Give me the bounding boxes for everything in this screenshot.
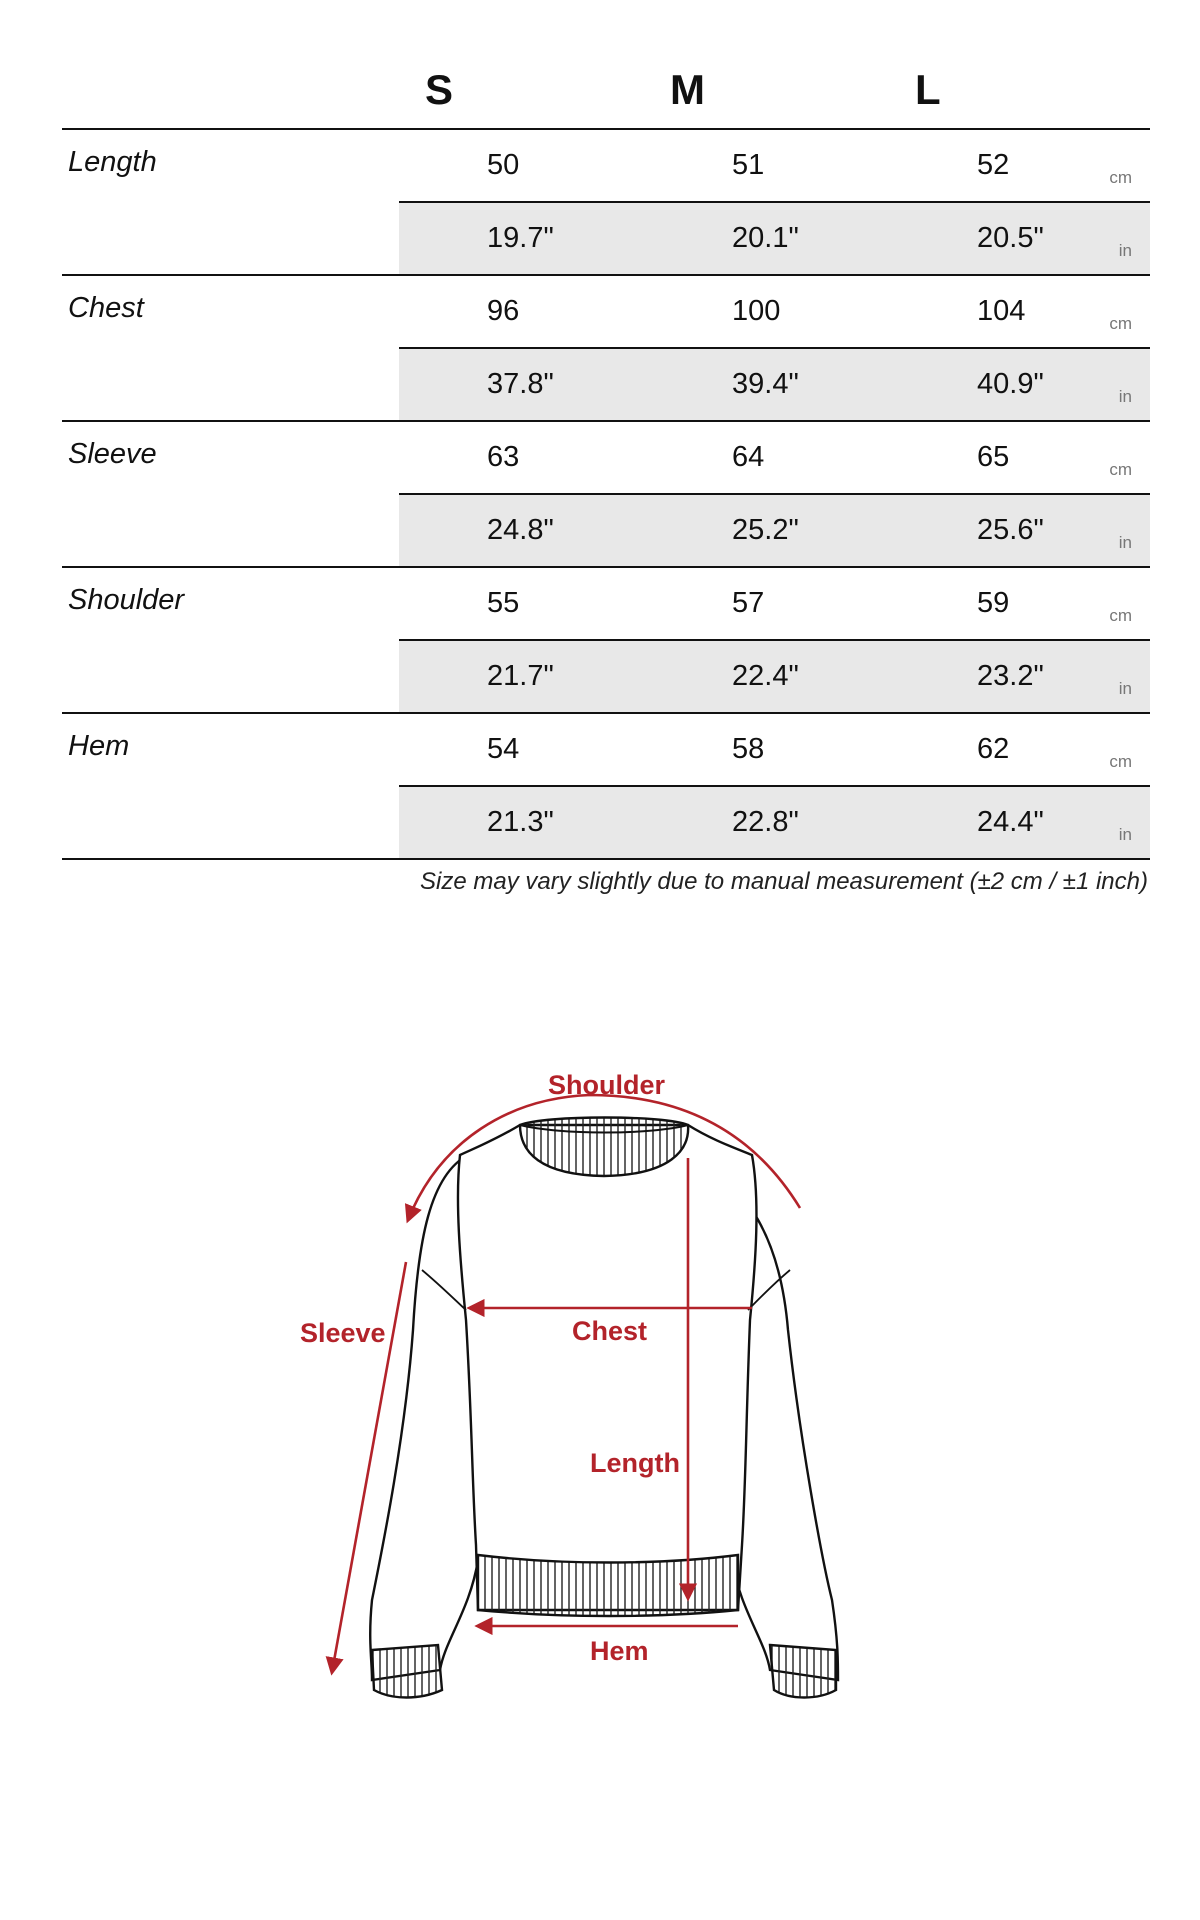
size-header-row <box>62 60 1150 130</box>
cell-value: 58 <box>732 733 765 765</box>
measure-group-hem <box>62 714 1150 860</box>
cell-value: 65 <box>977 441 1010 473</box>
cell-value: 59 <box>977 587 1010 619</box>
cm-row <box>399 276 1150 349</box>
measure-group-chest <box>62 276 1150 422</box>
measure-label: Hem <box>68 730 130 762</box>
cell-value: 19.7" <box>487 222 554 254</box>
sweater-body <box>458 1125 757 1610</box>
size-header-m: M <box>670 66 705 113</box>
measure-group-shoulder <box>62 568 1150 714</box>
measure-label: Length <box>68 146 157 178</box>
in-row <box>399 349 1150 420</box>
cell-value: 104 <box>977 295 1026 327</box>
shoulder-label: Shoulder <box>548 1070 666 1100</box>
cell-value: 22.8" <box>732 806 799 838</box>
cell-value: 50 <box>487 149 520 181</box>
unit-label-cm: cm <box>1109 606 1132 625</box>
in-row <box>399 641 1150 712</box>
measure-group-length <box>62 130 1150 276</box>
sleeve-label: Sleeve <box>300 1318 386 1348</box>
cell-value: 57 <box>732 587 765 619</box>
cm-row <box>399 130 1150 203</box>
measure-label: Sleeve <box>68 438 157 470</box>
left-cuff <box>372 1645 442 1698</box>
cm-row <box>399 714 1150 787</box>
cell-value: 64 <box>732 441 765 473</box>
in-row <box>399 787 1150 858</box>
cm-row <box>399 568 1150 641</box>
cell-value: 37.8" <box>487 368 554 400</box>
unit-label-in: in <box>1118 679 1132 698</box>
unit-label-in: in <box>1118 387 1132 406</box>
cell-value: 20.5" <box>977 222 1044 254</box>
unit-label-in: in <box>1118 825 1132 844</box>
size-header-l: L <box>915 66 941 113</box>
cell-value: 22.4" <box>732 660 799 692</box>
length-label: Length <box>590 1448 680 1478</box>
cell-value: 63 <box>487 441 520 473</box>
cell-value: 96 <box>487 295 520 327</box>
cell-value: 20.1" <box>732 222 799 254</box>
cell-value: 21.3" <box>487 806 554 838</box>
cell-value: 51 <box>732 149 765 181</box>
measure-label: Chest <box>68 292 144 324</box>
cm-row <box>399 422 1150 495</box>
measure-label: Shoulder <box>68 584 185 616</box>
cell-value: 21.7" <box>487 660 554 692</box>
unit-label-cm: cm <box>1109 314 1132 333</box>
unit-label-cm: cm <box>1109 460 1132 479</box>
hem-label: Hem <box>590 1636 649 1666</box>
size-table <box>62 60 1150 860</box>
measurement-note: Size may vary slightly due to manual measurement (±2 cm / ±1 inch) <box>420 868 1148 895</box>
cell-value: 52 <box>977 149 1010 181</box>
in-row <box>399 495 1150 566</box>
cell-value: 40.9" <box>977 368 1044 400</box>
cell-value: 62 <box>977 733 1010 765</box>
cell-value: 54 <box>487 733 520 765</box>
right-cuff <box>770 1645 836 1698</box>
hem-band <box>478 1555 738 1616</box>
cell-value: 55 <box>487 587 520 619</box>
cell-value: 24.8" <box>487 514 554 546</box>
cell-value: 25.2" <box>732 514 799 546</box>
unit-label-cm: cm <box>1109 752 1132 771</box>
unit-label-in: in <box>1118 241 1132 260</box>
size-header-s: S <box>425 66 454 113</box>
cell-value: 100 <box>732 295 781 327</box>
measure-group-sleeve <box>62 422 1150 568</box>
chest-label: Chest <box>572 1316 648 1346</box>
unit-label-in: in <box>1118 533 1132 552</box>
cell-value: 39.4" <box>732 368 799 400</box>
cell-value: 23.2" <box>977 660 1044 692</box>
sweater-measurement-diagram <box>0 1000 1200 1760</box>
cell-value: 24.4" <box>977 806 1044 838</box>
cell-value: 25.6" <box>977 514 1044 546</box>
in-row <box>399 203 1150 274</box>
unit-label-cm: cm <box>1109 168 1132 187</box>
